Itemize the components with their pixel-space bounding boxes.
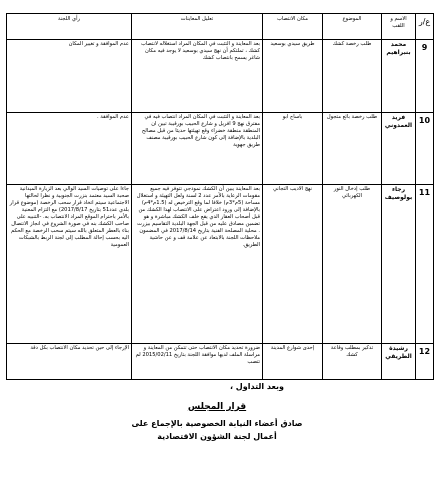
row-opinion: جاءا على توصيات السيد الوالي بعد الزيارة الميدانية صحبة السيد معتمد بنزرت الجنوبية و نظرا لحالتها الاجتماعية سيتم اتخاذ قرار سحب الرخصة (موضوع قرار بلدي عدد51 بتاريخ 2017/8/17) مع التزام المعنية بالأمر باحترام الموقع المراد الانتصاب به. -التنبيه على صاحب الكشك بنه في صورة الشروع في انجاز الانتصال بناء بالعطر المتعلق بالله سيتم سحب الرخصة مع الحكم اليه بحسب إحالة المطلب إلى لجنة الربط بالشبكات العمومية xyxy=(7,185,132,344)
row-subject: طلب رخصة كشك xyxy=(323,40,382,113)
committee-table xyxy=(6,13,434,380)
row-place: إحدى شوارع المدينة xyxy=(263,344,323,380)
header-subject: الموضوع xyxy=(323,14,382,40)
row-name: محمد بنبراهيم xyxy=(382,40,416,113)
row-number: 12 xyxy=(416,344,434,380)
row-number: 11 xyxy=(416,185,434,344)
table-row xyxy=(7,113,434,185)
row-number: 9 xyxy=(416,40,434,113)
row-opinion: الإرجاء إلى حين تحديد مكان الانتصاب بكل دقة xyxy=(7,344,132,380)
header-justification: تعليل المعاينات xyxy=(132,14,263,40)
header-num: ع/ر xyxy=(416,14,434,40)
decision-line-2: أعمال لجنة الشؤون الاقتصادية xyxy=(157,432,277,441)
row-place: باساج ابو xyxy=(263,113,323,185)
row-justification: بعد المعاينة و التثبت في المكان المراد انتصاب فيه في مفترق نهج 9 افريل و شارع الحبيب بورقيبة تبين ان المنطقة منطقة خضراء وقع تهيئتها حديثا من قبل مصالح البلدية بالإضافة إلى كون شارع الحبيب بورقيبة مصنف طريق جهوية xyxy=(132,113,263,185)
decision-title: قرار المجلس xyxy=(187,402,247,412)
row-name: رشيدة الطريقي xyxy=(382,344,416,380)
row-justification: ضرورة تحديد مكان الانتصاب حتى تتمكن من المعاينة و مراسلة الملف لديها موافقة اللجنة بتاريخ 2015/02/11 لم تتصب xyxy=(132,344,263,380)
table-row xyxy=(7,40,434,113)
deliberation-text: وبعد التداول ، xyxy=(229,382,284,391)
row-opinion: عدم الموافقة . xyxy=(7,113,132,185)
row-place: طريق سيدي بوسعيد xyxy=(263,40,323,113)
row-number: 10 xyxy=(416,113,434,185)
header-name: الاسم و اللقب xyxy=(382,14,416,40)
row-justification: بعد المعاينة يبين أن الكشك نموذجي تتوفر فيه جميع مقومات الرعاية بالأمر عدد 2 لسنة ولعل التهيئة و استغلال مساحة (5م*3م) خلافا لما وقع الترخيص له (1.5م*4م) بالإضافة إلى ورود اعتراض على الانتصاب لهذا الكشك من قبل أصحاب العقار الذي يقع خلف الكشك مباشرة و هو تضمين مصادق عليه من قبل الجهة البلدية التقاسيم بيزرت . محلية المصلحة الفنية بتاريخ 2017/8/14 في المضمون ملاحظات اللجنة بالابتعاد عن علامة قف و عن حاشية الطريق. xyxy=(132,185,263,344)
row-justification: بعد المعاينة و التثبت في المكان المراد استغلاله لانتصاب كشك ، تملتكم أن نهج سيدي بوسعيد لا يوجد فيه مكان شاغر يسمح بانتصاب كشك xyxy=(132,40,263,113)
header-place: مكان الانتصاب xyxy=(263,14,323,40)
row-subject: طلب رخصة بائع متجول xyxy=(323,113,382,185)
table-header-row xyxy=(7,14,434,40)
row-subject: طلب إدخال النور الكهربائي xyxy=(323,185,382,344)
row-name: فريد العمدوني xyxy=(382,113,416,185)
header-opinion: رأي اللجنة xyxy=(7,14,132,40)
row-opinion: عدم الموافقة و تغيير المكان xyxy=(7,40,132,113)
table-row xyxy=(7,344,434,380)
row-place: نهج الاديب التجاني xyxy=(263,185,323,344)
decision-line-1: صادق أعضاء النيابة الخصوصية بالإجماع على xyxy=(131,419,303,428)
table-row xyxy=(7,185,434,344)
row-name: رجاء بولوصيف xyxy=(382,185,416,344)
row-subject: تذكير بمطلب وقاعة كشك xyxy=(323,344,382,380)
